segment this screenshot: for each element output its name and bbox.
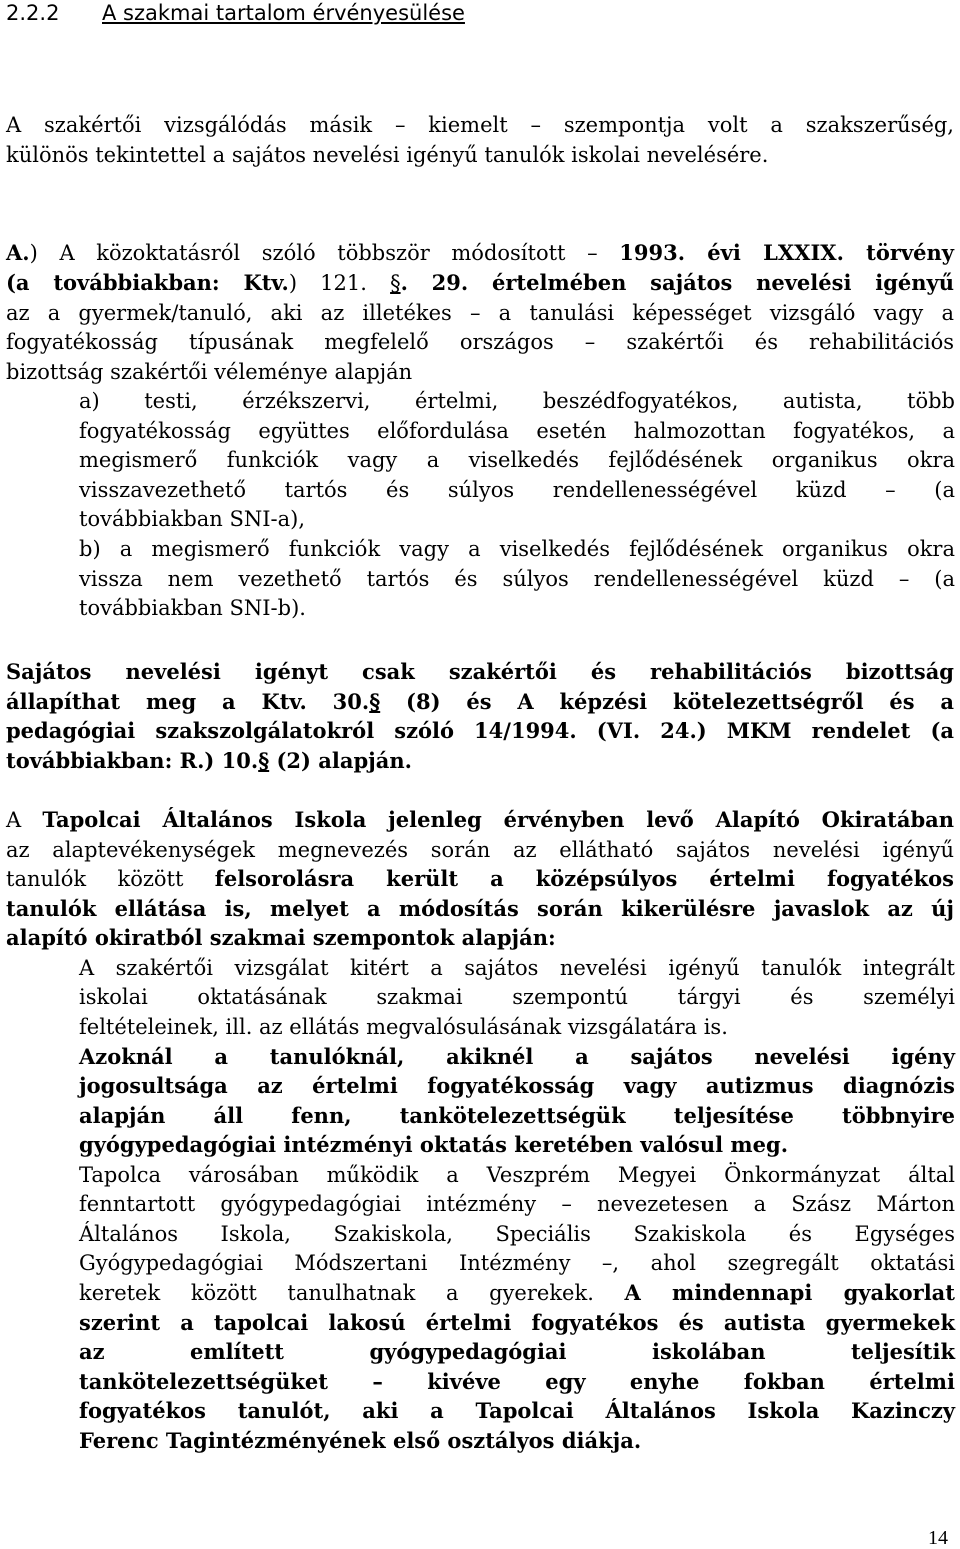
exam-line-3: feltételeinek, ill. az ellátás megvalósulásának vizsgálatára is. [79,1015,728,1039]
charter-line-2: az alaptevékenységek megnevezés során az ellátható sajátos nevelési igényű [6,838,954,862]
list-item-b-line-2: vissza nem vezethető tartós és súlyos rendellenességével küzd – (a [79,567,955,591]
exam-line-1: A szakértői vizsgálat kitért a sajátos nevelési igényű tanulók integrált [79,956,955,980]
diagnosis-line-4: gyógypedagógiai intézményi oktatás keretében valósul meg. [79,1132,789,1157]
tapolca-line-8: tankötelezettségüket – kivéve egy enyhe fokban értelmi [79,1369,955,1394]
law-line-5: bizottság szakértői véleménye alapján [6,360,413,384]
diagnosis-line-3: alapján áll fenn, tankötelezettségük teljesítése többnyire [79,1103,955,1128]
diagnosis-line-1: Azoknál a tanulóknál, akiknél a sajátos nevelési igény [79,1044,955,1069]
charter-line-1: A Tapolcai Általános Iskola jelenleg érvényben levő Alapító Okiratában [6,807,955,832]
diagnosis-line-2: jogosultsága az értelmi fogyatékosság vagy autizmus diagnózis [79,1073,955,1098]
tapolca-line-7: az említett gyógypedagógiai iskolában teljesítik [79,1339,955,1364]
sni-line-4: továbbiakban: R.) 10.§ (2) alapján. [6,748,412,773]
law-line-3: az a gyermek/tanuló, aki az illetékes – a tanulási képességet vizsgáló vagy a [6,301,954,325]
intro-line-1: A szakértői vizsgálódás másik – kiemelt – szempontja volt a szakszerűség, [6,113,954,137]
sni-line-3: pedagógiai szakszolgálatokról szóló 14/1994. (VI. 24.) MKM rendelet (a [6,718,954,743]
tapolca-line-3: Általános Iskola, Szakiskola, Speciális Szakiskola és Egységes [79,1222,955,1246]
list-item-a-line-1: a) testi, érzékszervi, értelmi, beszédfogyatékos, autista, több [79,389,955,413]
sni-line-1: Sajátos nevelési igényt csak szakértői és rehabilitációs bizottság [6,659,954,684]
list-item-b-line-1: b) a megismerő funkciók vagy a viselkedés fejlődésének organikus okra [79,537,955,561]
tapolca-line-2: fenntartott gyógypedagógiai intézmény – nevezetesen a Szász Márton [79,1192,955,1216]
law-line-4: fogyatékosság típusának megfelelő országos – szakértői és rehabilitációs [6,330,954,354]
tapolca-line-4: Gyógypedagógiai Módszertani Intézmény –, ahol szegregált oktatási [79,1251,955,1275]
sni-line-2: állapíthat meg a Ktv. 30.§ (8) és A képzési kötelezettségről és a [6,689,955,714]
section-heading [6,0,465,26]
law-line-2: (a továbbiakban: Ktv.) 121. §. 29. értelmében sajátos nevelési igényű [6,270,954,295]
charter-line-5: alapító okiratból szakmai szempontok alapján: [6,925,556,950]
charter-line-4: tanulók ellátása is, melyet a módosítás során kikerülésre javaslok az új [6,896,954,921]
page-number: 14 [928,1527,948,1549]
tapolca-line-6: szerint a tapolcai lakosú értelmi fogyatékos és autista gyermekek [79,1310,955,1335]
intro-line-2: különös tekintettel a sajátos nevelési igényű tanulók iskolai nevelésére. [6,143,769,167]
charter-line-3: tanulók között felsorolásra került a középsúlyos értelmi fogyatékos [6,866,954,891]
section-title: A szakmai tartalom érvényesülése [102,1,465,25]
list-item-b-line-3: továbbiakban SNI-b). [79,596,306,620]
tapolca-line-9: fogyatékos tanulót, aki a Tapolcai Általános Iskola Kazinczy [79,1398,955,1423]
list-item-a-line-5: továbbiakban SNI-a), [79,507,306,531]
tapolca-line-5: keretek között tanulhatnak a gyerekek. A mindennapi gyakorlat [79,1280,955,1305]
tapolca-line-1: Tapolca városában működik a Veszprém Megyei Önkormányzat által [79,1163,955,1187]
law-line-1: A.) A közoktatásról szóló többször módosított – 1993. évi LXXIX. törvény [6,240,954,265]
tapolca-line-10: Ferenc Tagintézményének első osztályos diákja. [79,1428,642,1453]
list-item-a-line-4: visszavezethető tartós és súlyos rendellenességével küzd – (a [79,478,955,502]
list-item-a-line-2: fogyatékosság együttes előfordulása esetén halmozottan fogyatékos, a [79,419,955,443]
section-number: 2.2.2 [6,1,60,25]
exam-line-2: iskolai oktatásának szakmai szempontú tárgyi és személyi [79,985,955,1009]
list-item-a-line-3: megismerő funkciók vagy a viselkedés fejlődésének organikus okra [79,448,955,472]
